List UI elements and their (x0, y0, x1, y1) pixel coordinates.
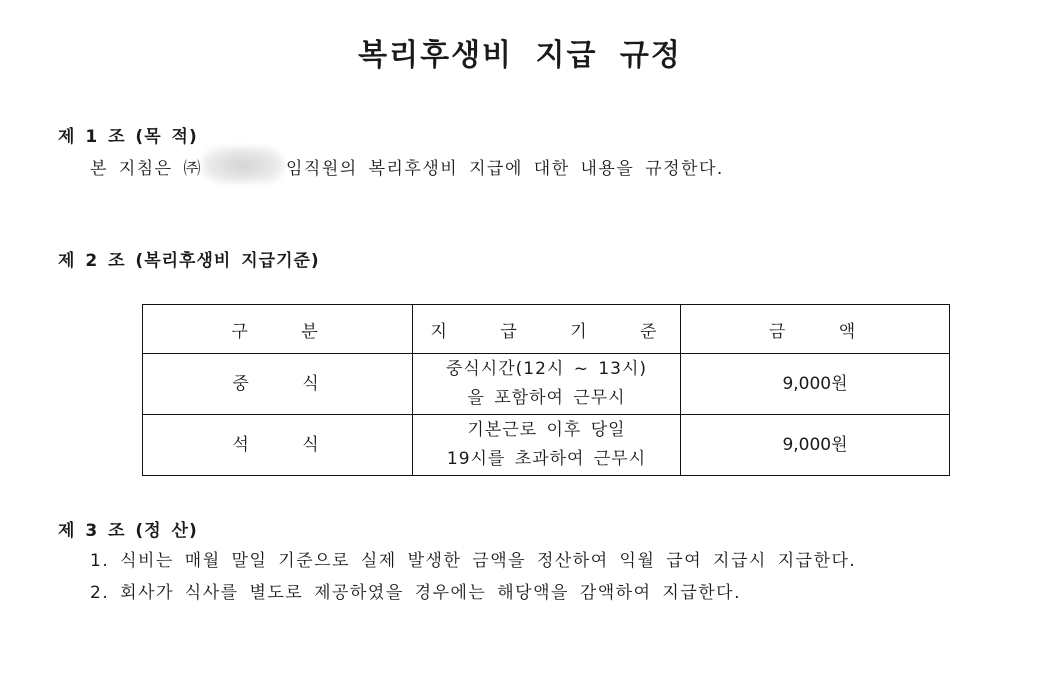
row-amount: 9,000원 (681, 415, 950, 476)
table-row (143, 415, 950, 476)
article-3-item-2: 2. 회사가 식사를 별도로 제공하였을 경우에는 해당액을 감액하여 지급한다. (90, 583, 742, 603)
criteria-line: 중식시간(12시 ~ 13시) (445, 359, 648, 379)
table-header-row (143, 305, 950, 354)
article-1-body-prefix: 본 지침은 ㈜ (90, 159, 202, 179)
row-amount: 9,000원 (681, 354, 950, 415)
row-criteria (413, 415, 681, 476)
row-category: 석 식 (143, 415, 413, 476)
payment-standard-table (142, 304, 950, 476)
criteria-line: 기본근로 이후 당일 (467, 420, 626, 440)
row-category: 중 식 (143, 354, 413, 415)
article-1-body (90, 154, 724, 183)
article-1-body-suffix: 임직원의 복리후생비 지급에 대한 내용을 규정한다. (286, 159, 724, 179)
document-title: 복리후생비 지급 규정 (358, 38, 682, 73)
header-category: 구 분 (143, 305, 413, 354)
header-criteria: 지 급 기 준 (413, 305, 681, 354)
row-criteria (413, 354, 681, 415)
article-3-item-1: 1. 식비는 매월 말일 기준으로 실제 발생한 금액을 정산하여 익월 급여 지급시 지급한다. (90, 551, 857, 571)
redacted-company-name (202, 147, 284, 183)
article-3-heading: 제 3 조 (정 산) (58, 521, 198, 541)
criteria-line: 19시를 초과하여 근무시 (446, 449, 647, 469)
criteria-line: 을 포함하여 근무시 (467, 388, 626, 408)
article-1-heading: 제 1 조 (목 적) (58, 127, 198, 147)
table-row (143, 354, 950, 415)
article-2-heading: 제 2 조 (복리후생비 지급기준) (58, 251, 320, 271)
header-amount: 금 액 (681, 305, 950, 354)
